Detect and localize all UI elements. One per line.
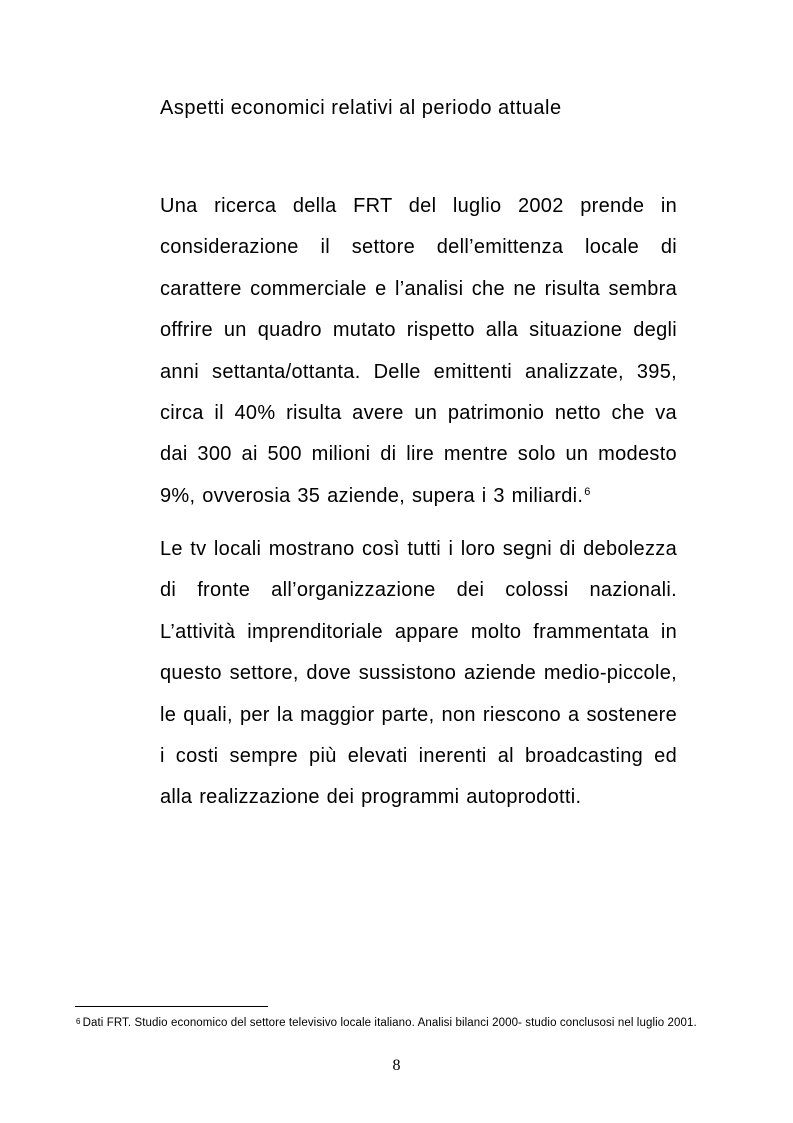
paragraph-line: i costi sempre più elevati inerenti al broadcasting ed — [160, 744, 677, 767]
footnote — [75, 1014, 725, 1033]
footnote-marker: 6 — [76, 1017, 81, 1026]
paragraph-line-last — [160, 476, 677, 517]
footnote-separator — [75, 1006, 268, 1007]
paragraph-line-last: alla realizzazione dei programmi autoprodotti. — [160, 786, 582, 809]
paragraph-2 — [160, 529, 677, 819]
paragraph-line: considerazione il settore dell’emittenza locale di — [160, 236, 677, 259]
paragraph-line: circa il 40% risulta avere un patrimonio netto che va — [160, 401, 677, 424]
paragraph-line: di fronte all’organizzazione dei colossi nazionali. — [160, 579, 677, 602]
paragraph-line: L’attività imprenditoriale appare molto frammentata in — [160, 620, 677, 643]
paragraph-line: questo settore, dove sussistono aziende medio-piccole, — [160, 662, 677, 685]
paragraph-line: dai 300 ai 500 milioni di lire mentre solo un modesto — [160, 443, 677, 466]
paragraph-line: carattere commerciale e l’analisi che ne risulta sembra — [160, 277, 677, 300]
paragraph-line: Le tv locali mostrano così tutti i loro segni di debolezza — [160, 538, 677, 560]
paragraph-line: anni settanta/ottanta. Delle emittenti analizzate, 395, — [160, 360, 677, 383]
paragraph-line: Una ricerca della FRT del luglio 2002 prende in — [160, 195, 677, 217]
paragraph-line: offrire un quadro mutato rispetto alla situazione degli — [160, 319, 677, 342]
footnote-reference[interactable]: 6 — [584, 485, 591, 498]
paragraph-line: le quali, per la maggior parte, non riescono a sostenere — [160, 703, 677, 726]
footnote-text: Dati FRT. Studio economico del settore televisivo locale italiano. Analisi bilanci 2000- studio conclusosi nel luglio 2001. — [82, 1017, 697, 1029]
paragraph-1 — [160, 186, 677, 517]
paragraph-line-text: 9%, ovverosia 35 aziende, supera i 3 miliardi. — [160, 484, 584, 507]
section-heading: Aspetti economici relativi al periodo attuale — [160, 97, 562, 119]
page-number: 8 — [392, 1057, 401, 1074]
